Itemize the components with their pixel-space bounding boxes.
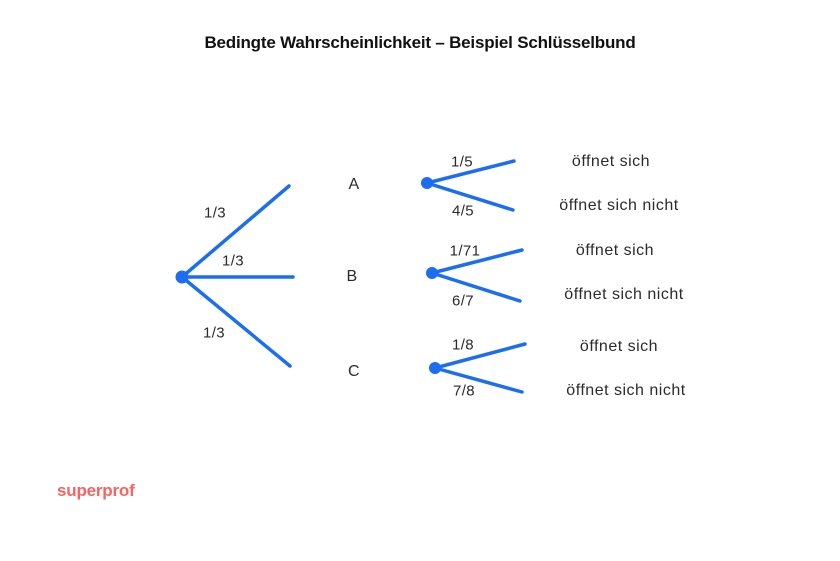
- prob-c-open: 1/8: [451, 336, 475, 354]
- node-b-dot: [426, 267, 438, 279]
- node-c-dot: [429, 362, 441, 374]
- branch-b-not-open: [432, 273, 520, 301]
- outcome-c-open: öffnet sich: [579, 338, 659, 355]
- prob-b-open: 1/71: [449, 242, 481, 260]
- node-b-label: B: [346, 268, 358, 285]
- outcome-b-open: öffnet sich: [575, 242, 655, 259]
- prob-root-a: 1/3: [203, 204, 227, 222]
- prob-root-b: 1/3: [221, 252, 245, 270]
- node-a-label: A: [348, 176, 360, 193]
- prob-a-not-open: 4/5: [451, 202, 475, 220]
- prob-root-c: 1/3: [202, 324, 226, 342]
- outcome-a-open: öffnet sich: [571, 153, 651, 170]
- branch-c-not-open: [435, 368, 522, 392]
- prob-c-not-open: 7/8: [452, 382, 476, 400]
- node-a-dot: [421, 177, 433, 189]
- root-node-dot: [176, 271, 189, 284]
- branch-root-c: [182, 277, 290, 366]
- branch-c-open: [435, 344, 525, 368]
- prob-b-not-open: 6/7: [451, 292, 475, 310]
- superprof-logo: superprof: [57, 481, 135, 500]
- page-title: Bedingte Wahrscheinlichkeit – Beispiel Schlüsselbund: [204, 33, 636, 52]
- outcome-b-not-open: öffnet sich nicht: [564, 286, 684, 303]
- outcome-a-not-open: öffnet sich nicht: [559, 197, 679, 214]
- prob-a-open: 1/5: [450, 153, 474, 171]
- outcome-c-not-open: öffnet sich nicht: [566, 382, 686, 399]
- node-c-label: C: [348, 363, 360, 380]
